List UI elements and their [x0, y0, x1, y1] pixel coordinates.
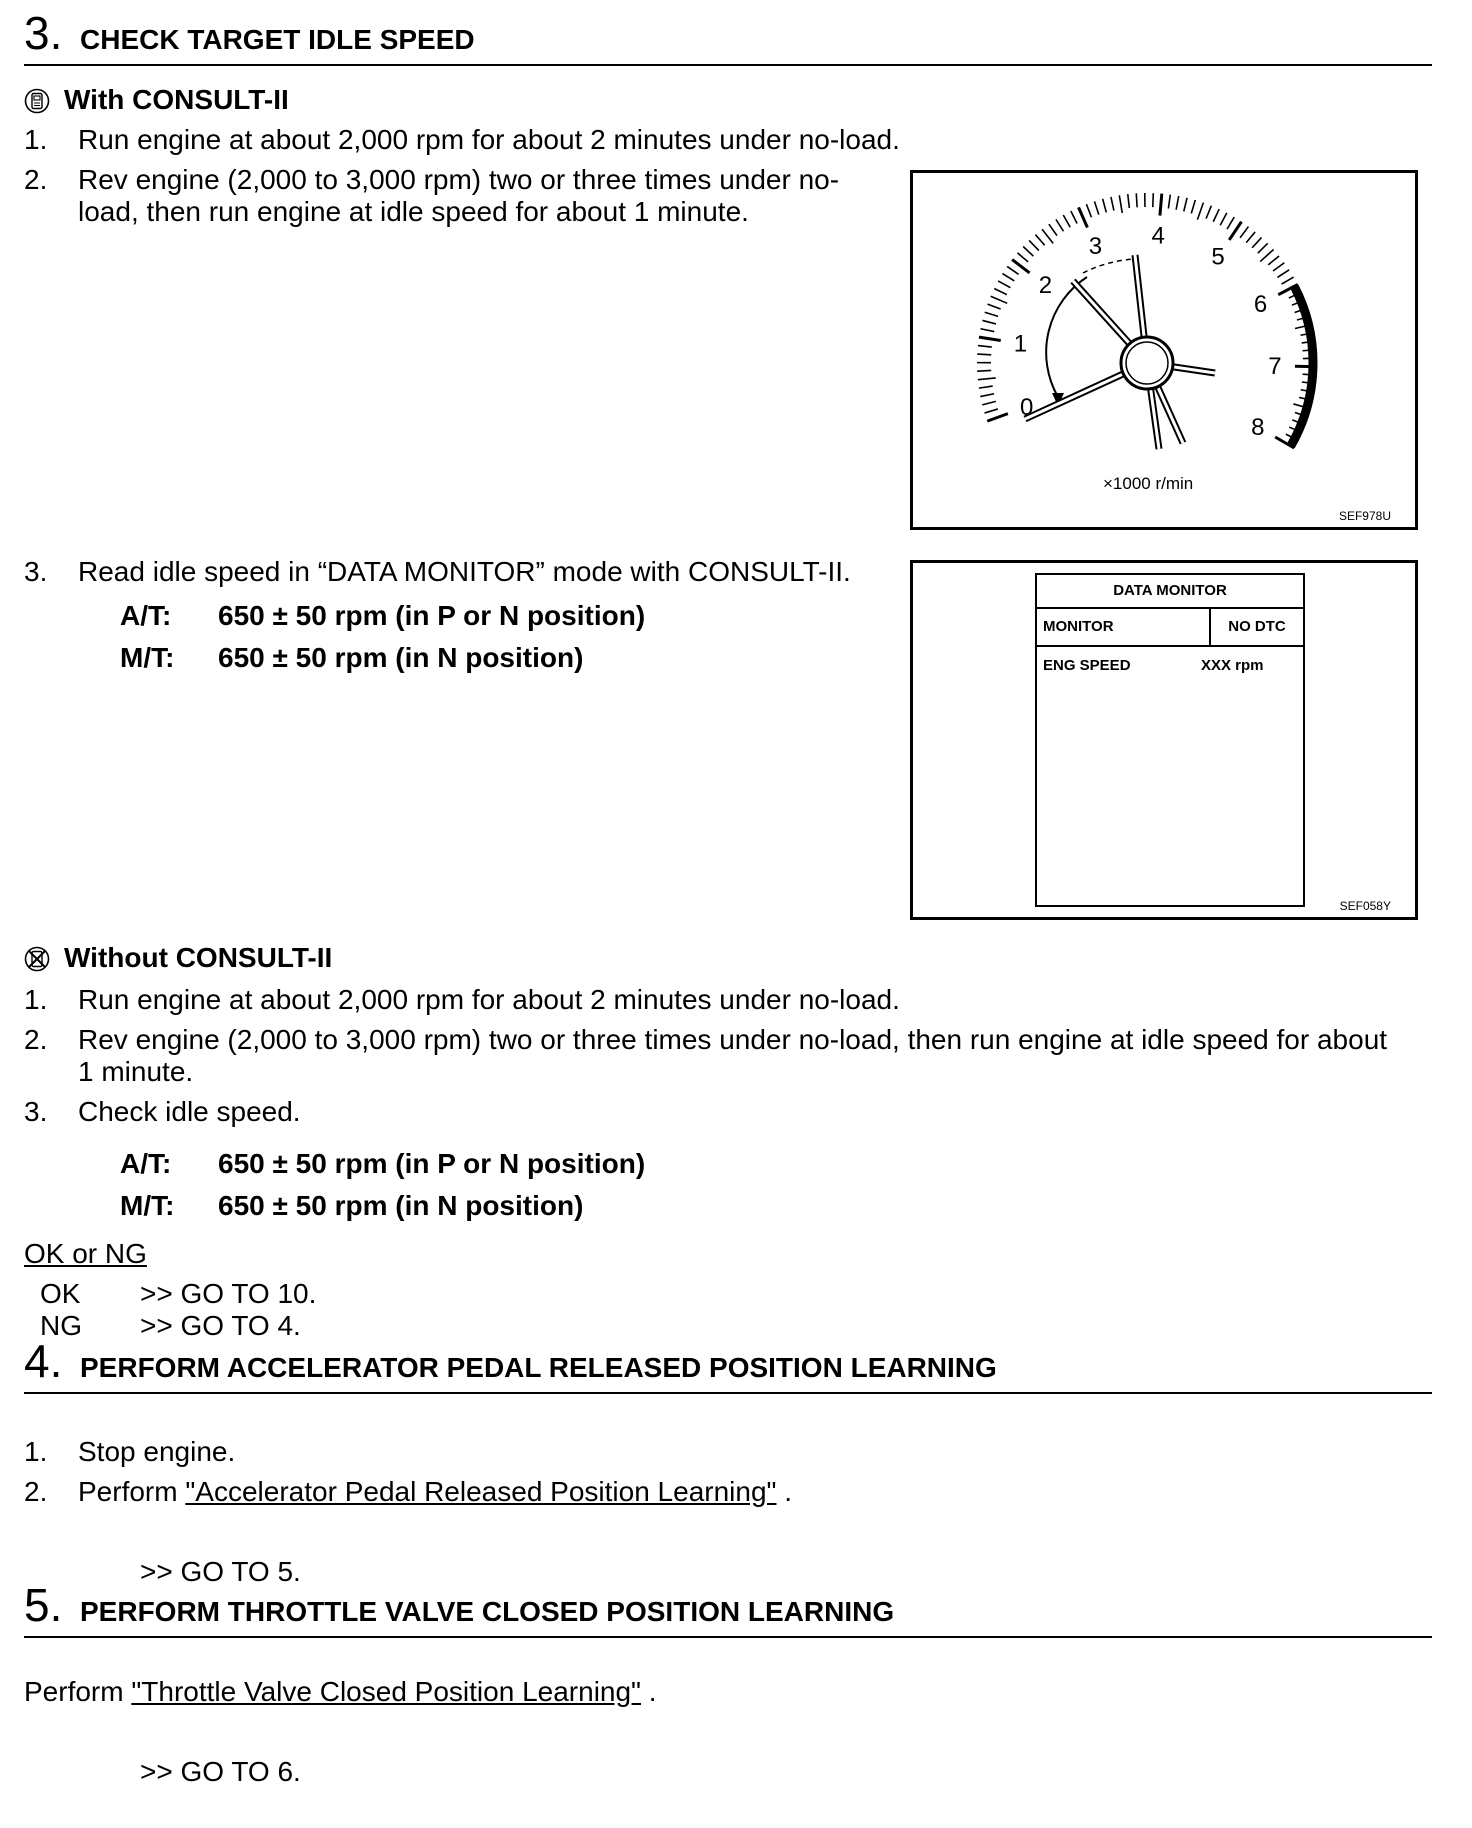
gauge-tick — [1258, 243, 1268, 253]
spec-label-at: A/T: — [120, 1148, 172, 1179]
list-item: Run engine at about 2,000 rpm for about 2 minutes under no-load. — [78, 124, 900, 155]
spec-label-mt: M/T: — [120, 642, 175, 673]
figure-code: SEF978U — [1338, 509, 1391, 523]
list-item-continued: load, then run engine at idle speed for about 1 minute. — [78, 196, 749, 227]
accelerator-pedal-learning-link[interactable]: "Accelerator Pedal Released Position Learning" — [185, 1476, 777, 1507]
gauge-tick — [978, 346, 992, 347]
step-number: 3. — [24, 7, 63, 59]
gauge-tick — [1277, 270, 1289, 278]
gauge-tick — [1160, 194, 1162, 216]
gauge-scale-label: 8 — [1251, 414, 1265, 441]
gauge-tick — [1176, 196, 1179, 210]
list-number: 3. — [24, 1096, 48, 1127]
gauge-tick — [1282, 277, 1294, 284]
gauge-tick — [1273, 263, 1284, 271]
consult-tool-icon — [24, 88, 50, 114]
gauge-tick — [1220, 213, 1227, 225]
gauge-tick — [1260, 250, 1273, 262]
perform-prefix: Perform — [78, 1476, 186, 1507]
data-monitor-title: DATA MONITOR — [1037, 575, 1303, 609]
gauge-tick — [1184, 198, 1187, 212]
gauge-tick — [980, 394, 994, 397]
list-number: 1. — [24, 984, 48, 1015]
gauge-scale-label: 3 — [1088, 232, 1103, 260]
step-number: 4. — [24, 1335, 63, 1387]
step-title: PERFORM ACCELERATOR PEDAL RELEASED POSITION LEARNING — [80, 1352, 997, 1383]
list-number: 1. — [24, 1436, 48, 1467]
gauge-scale-label: 4 — [1151, 222, 1165, 250]
step-5-goto-link[interactable]: >> GO TO 6. — [140, 1756, 301, 1787]
ng-goto-link[interactable]: >> GO TO 4. — [140, 1310, 301, 1341]
gauge-tick — [1042, 229, 1053, 243]
gauge-tick — [1017, 253, 1028, 262]
gauge-tick — [1063, 215, 1070, 227]
perform-suffix: . — [776, 1476, 793, 1507]
step-4-goto-link[interactable]: >> GO TO 5. — [140, 1556, 301, 1587]
perform-suffix: . — [641, 1676, 657, 1707]
tachometer-gauge — [913, 173, 1415, 527]
gauge-tick — [987, 414, 1008, 422]
gauge-tick — [1168, 195, 1170, 209]
gauge-scale-label: 5 — [1211, 243, 1225, 271]
step-title: CHECK TARGET IDLE SPEED — [80, 24, 475, 55]
list-number: 3. — [24, 556, 48, 587]
step-number: 5. — [24, 1579, 63, 1631]
gauge-tick — [1227, 217, 1234, 229]
ok-goto-link[interactable]: >> GO TO 10. — [140, 1278, 317, 1309]
gauge-tick — [1213, 209, 1219, 222]
gauge-tick — [982, 320, 996, 324]
gauge-tick — [1094, 201, 1098, 214]
gauge-scale-label: 1 — [1013, 330, 1028, 358]
list-number: 2. — [24, 1024, 48, 1055]
gauge-tick — [1086, 204, 1091, 217]
list-number: 1. — [24, 124, 48, 155]
gauge-tick — [977, 370, 991, 371]
gauge-tick — [1007, 266, 1019, 274]
gauge-unit-label: ×1000 r/min — [1103, 474, 1194, 493]
ok-label: OK — [40, 1278, 81, 1309]
gauge-tick — [1079, 207, 1088, 227]
list-item: Rev engine (2,000 to 3,000 rpm) two or three times under no-load, then run engine at idle speed for about — [78, 1024, 1388, 1055]
list-item: Read idle speed in “DATA MONITOR” mode with CONSULT-II. — [78, 556, 851, 587]
gauge-scale-label: 2 — [1038, 272, 1053, 300]
spec-value-at: 650 ± 50 rpm (in P or N position) — [218, 1148, 646, 1179]
ng-label: NG — [40, 1310, 82, 1341]
spec-value-mt: 650 ± 50 rpm (in N position) — [218, 1190, 584, 1221]
spec-label-at: A/T: — [120, 600, 172, 631]
step-5-header — [24, 1579, 1432, 1638]
gauge-tick — [1206, 206, 1211, 219]
list-item: Rev engine (2,000 to 3,000 rpm) two or three times under no- — [78, 164, 840, 195]
step-title: PERFORM THROTTLE VALVE CLOSED POSITION LEARNING — [80, 1596, 895, 1627]
list-item — [78, 1476, 792, 1508]
gauge-tick — [982, 401, 996, 404]
gauge-tick — [991, 296, 1008, 303]
with-consult-heading: With CONSULT-II — [64, 84, 289, 115]
gauge-tick — [979, 386, 993, 388]
without-consult-heading: Without CONSULT-II — [64, 942, 333, 973]
data-monitor-screen — [1035, 573, 1305, 907]
gauge-tick — [988, 304, 1001, 309]
gauge-tick — [1252, 237, 1261, 247]
gauge-tick — [1029, 240, 1039, 250]
list-item: Stop engine. — [78, 1436, 236, 1467]
gauge-tick — [994, 288, 1007, 294]
gauge-tick — [1002, 274, 1014, 281]
gauge-tick — [1246, 232, 1255, 243]
gauge-tick — [978, 378, 996, 380]
tachometer-figure — [910, 170, 1418, 530]
gauge-tick — [1071, 211, 1077, 224]
gauge-tick — [977, 354, 991, 355]
gauge-tick — [980, 329, 994, 332]
spec-value-mt: 650 ± 50 rpm (in N position) — [218, 642, 584, 673]
figure-code: SEF058Y — [1339, 899, 1391, 913]
gauge-scale-label: 7 — [1268, 352, 1282, 380]
gauge-tick — [1136, 193, 1137, 207]
gauge-tick — [1128, 194, 1130, 208]
step-3-header — [24, 7, 1432, 66]
step-5-instruction — [24, 1676, 657, 1708]
gauge-tick — [998, 281, 1010, 288]
monitor-item-name: ENG SPEED — [1043, 657, 1131, 674]
monitor-column-header: MONITOR — [1037, 609, 1211, 645]
gauge-tick — [985, 312, 998, 316]
monitor-item-value: XXX rpm — [1201, 657, 1264, 674]
gauge-tick — [1191, 200, 1195, 213]
gauge-tick — [1153, 193, 1154, 207]
gauge-tick — [1268, 256, 1279, 265]
gauge-tick — [979, 337, 1001, 340]
step-4-header — [24, 1335, 1432, 1394]
gauge-tick — [1111, 197, 1114, 211]
spec-value-at: 650 ± 50 rpm (in P or N position) — [218, 600, 646, 631]
ok-or-ng-label: OK or NG — [24, 1238, 147, 1269]
list-item: Run engine at about 2,000 rpm for about 2 minutes under no-load. — [78, 984, 900, 1015]
list-number: 2. — [24, 1476, 48, 1507]
gauge-tick — [1103, 199, 1107, 213]
list-number: 2. — [24, 164, 48, 195]
gauge-scale-label: 6 — [1253, 290, 1268, 318]
gauge-tick — [985, 409, 998, 413]
perform-prefix: Perform — [24, 1676, 132, 1707]
rpm-arrow-arc — [1046, 277, 1087, 397]
gauge-scale-label: 0 — [1020, 393, 1034, 421]
data-monitor-figure — [910, 560, 1418, 920]
no-consult-tool-icon — [24, 946, 50, 972]
spec-label-mt: M/T: — [120, 1190, 175, 1221]
list-item-continued: 1 minute. — [78, 1056, 194, 1087]
gauge-tick — [1119, 195, 1122, 213]
gauge-tick — [1197, 203, 1203, 220]
throttle-valve-learning-link[interactable]: "Throttle Valve Closed Position Learning" — [131, 1676, 641, 1707]
gauge-tick — [1049, 224, 1057, 235]
gauge-tick — [1056, 219, 1063, 231]
list-item: Check idle speed. — [78, 1096, 301, 1127]
rpm-dashed-arc — [1083, 259, 1135, 273]
status-column-header: NO DTC — [1228, 618, 1286, 635]
gauge-tick — [1035, 235, 1044, 246]
gauge-tick — [1023, 247, 1033, 257]
gauge-tick — [1240, 227, 1248, 238]
gauge-hub — [1121, 337, 1173, 389]
